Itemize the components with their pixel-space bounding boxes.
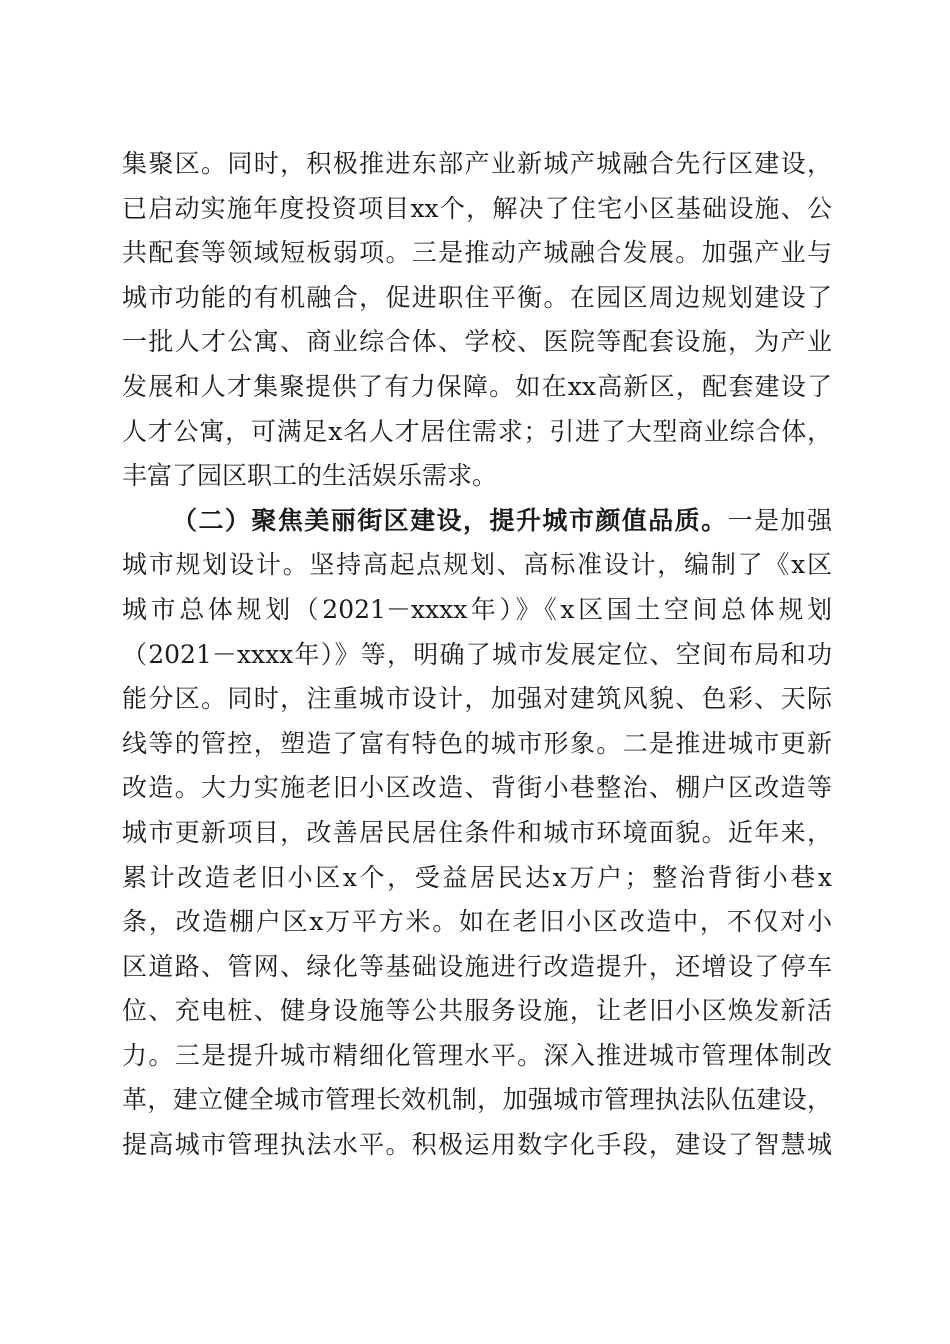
- text-line: 区道路、管网、绿化等基础设施进行改造提升，还增设了停车: [122, 951, 832, 981]
- text-line: 一批人才公寓、商业综合体、学校、医院等配套设施，为产业: [122, 327, 832, 357]
- text-line: 城市功能的有机融合，促进职住平衡。在园区周边规划建设了: [122, 282, 832, 312]
- text-line: 共配套等领域短板弱项。三是推动产城融合发展。加强产业与: [122, 238, 832, 268]
- text-line: 力。三是提升城市精细化管理水平。深入推进城市管理体制改: [122, 1040, 832, 1070]
- text-line: 革，建立健全城市管理长效机制，加强城市管理执法队伍建设，: [122, 1085, 832, 1115]
- text-line: 集聚区。同时，积极推进东部产业新城产城融合先行区建设，: [122, 149, 832, 178]
- text-line: 人才公寓，可满足x名人才居住需求；引进了大型商业综合体，: [122, 416, 832, 446]
- text-line: 条，改造棚户区x万平方米。如在老旧小区改造中，不仅对小: [122, 907, 832, 937]
- heading-continuation: 一是加强: [727, 505, 832, 535]
- section-heading: （二）聚焦美丽街区建设，提升城市颜值品质。: [172, 505, 728, 535]
- text-line: 城市规划设计。坚持高起点规划、高标准设计，编制了《x区: [122, 550, 832, 580]
- text-line: 累计改造老旧小区x个，受益居民达x万户；整治背街小巷x: [122, 862, 832, 892]
- text-line: （2021－xxxx年）》等，明确了城市发展定位、空间布局和功: [122, 639, 832, 669]
- text-line: 能分区。同时，注重城市设计，加强对建筑风貌、色彩、天际: [122, 684, 832, 714]
- text-line: 提高城市管理执法水平。积极运用数字化手段，建设了智慧城: [122, 1130, 832, 1160]
- text-line: 已启动实施年度投资项目xx个，解决了住宅小区基础设施、公: [122, 193, 832, 223]
- text-line: 发展和人才集聚提供了有力保障。如在xx高新区，配套建设了: [122, 371, 832, 401]
- text-line: 改造。大力实施老旧小区改造、背街小巷整治、棚户区改造等: [122, 773, 832, 803]
- text-line: 位、充电桩、健身设施等公共服务设施，让老旧小区焕发新活: [122, 996, 832, 1026]
- text-line: 城市总体规划（2021－xxxx年）》《x区国土空间总体规划: [122, 594, 832, 624]
- text-line: 城市更新项目，改善居民居住条件和城市环境面貌。近年来，: [122, 817, 832, 847]
- body-text: [122, 142, 832, 1168]
- section-heading-line: [122, 499, 832, 544]
- text-line: 线等的管控，塑造了富有特色的城市形象。二是推进城市更新: [122, 728, 832, 758]
- text-line: 丰富了园区职工的生活娱乐需求。: [122, 461, 498, 491]
